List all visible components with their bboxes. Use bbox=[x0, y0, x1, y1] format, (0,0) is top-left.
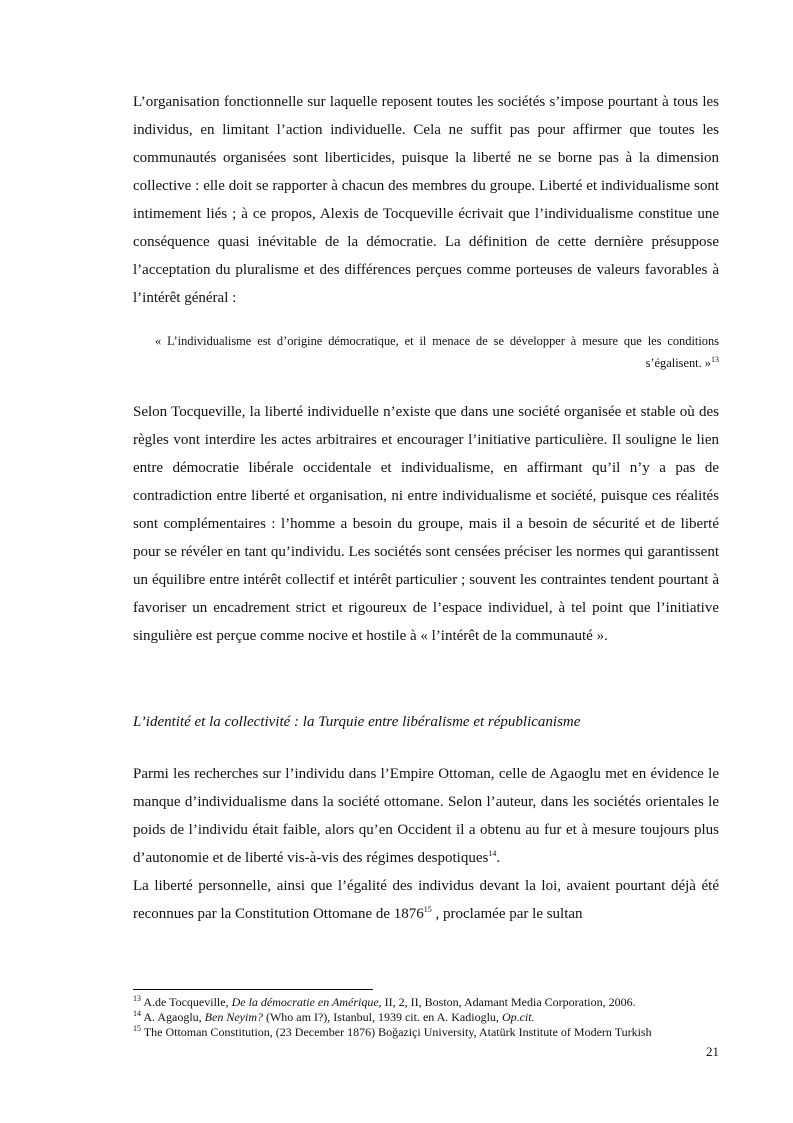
paragraph-3-text: Parmi les recherches sur l’individu dans l’Empire Ottoman, celle de Agaoglu met en évidence le manque d’individualisme dans la société ottomane. Selon l’auteur, dans les sociétés orientales le poids de l’individu était faible, alors qu’en Occident il a obtenu au fur et à mesure toujours plus d’autonomie et de liberté vis-à-vis des régimes despotiques bbox=[133, 766, 719, 866]
footnote-separator bbox=[133, 989, 373, 990]
footnote-ref-14[interactable]: 14 bbox=[488, 849, 497, 858]
section-heading: L’identité et la collectivité : la Turquie entre libéralisme et républicanisme bbox=[133, 714, 581, 730]
footnote-title: De la démocratie en Amérique bbox=[231, 995, 379, 1009]
footnote-number: 14 bbox=[133, 1009, 141, 1018]
quote-text: « L’individualisme est d’origine démocratique, et il menace de se développer à mesure que les conditions s’égalisent. » bbox=[155, 334, 719, 370]
paragraph-4 bbox=[133, 872, 719, 928]
footnotes bbox=[133, 995, 723, 1040]
footnote-14 bbox=[133, 1010, 723, 1025]
footnote-title: Ben Neyim? bbox=[204, 1010, 263, 1024]
footnote-text: A. Agaoglu, bbox=[141, 1010, 205, 1024]
block-quote bbox=[155, 330, 719, 374]
footnote-text: The Ottoman Constitution, (23 December 1876) Boğaziçi University, Atatürk Institute of Modern Turkish bbox=[141, 1025, 652, 1039]
footnote-text: A.de Tocqueville, bbox=[141, 995, 232, 1009]
footnote-title: Op.cit. bbox=[501, 1010, 535, 1024]
footnote-ref-15[interactable]: 15 bbox=[423, 905, 432, 914]
footnote-text: (Who am I?), Istanbul, 1939 cit. en A. Kadioglu, bbox=[262, 1010, 502, 1024]
footnote-number: 15 bbox=[133, 1024, 141, 1033]
footnote-ref-13[interactable]: 13 bbox=[711, 354, 719, 364]
paragraph-3 bbox=[133, 760, 719, 872]
footnote-number: 13 bbox=[133, 994, 141, 1003]
paragraph-2: Selon Tocqueville, la liberté individuelle n’existe que dans une société organisée et stable où des règles vont interdire les actes arbitraires et encourager l’initiative particulière. Il souligne le lien entre démocratie libérale occidentale et individualisme, en affirmant qu’il n’y a pas de contradiction entre liberté et organisation, ni entre individualisme et société, puisque ces réalités sont complémentaires : l’homme a besoin du groupe, mais il a besoin de sécurité et de liberté pour se révéler en tant qu’individu. Les sociétés sont censées préciser les normes qui garantissent un équilibre entre intérêt collectif et intérêt particulier ; souvent les contraintes tendent pourtant à favoriser un encadrement strict et rigoureux de l’espace individuel, à tel point que l’initiative singulière est perçue comme nocive et hostile à « l’intérêt de la communauté ». bbox=[133, 404, 719, 644]
footnote-15 bbox=[133, 1025, 723, 1040]
paragraph-4-continued: , proclamée par le sultan bbox=[431, 906, 583, 922]
footnote-13 bbox=[133, 995, 723, 1010]
paragraph-3-end: . bbox=[496, 850, 501, 866]
paragraph-4-text: La liberté personnelle, ainsi que l’égalité des individus devant la loi, avaient pourtant déjà été reconnues par la Constitution Ottomane de 1876 bbox=[133, 878, 719, 922]
paragraph-1: L’organisation fonctionnelle sur laquelle reposent toutes les sociétés s’impose pourtant à tous les individus, en limitant l’action individuelle. Cela ne suffit pas pour affirmer que toutes les communautés organisées sont liberticides, puisque la liberté ne se borne pas à la dimension collective : elle doit se rapporter à chacun des membres du groupe. Liberté et individualisme sont intimement liés ; à ce propos, Alexis de Tocqueville écrivait que l’individualisme constitue une conséquence quasi inévitable de la démocratie. La définition de cette dernière présuppose l’acceptation du pluralisme et des différences perçues comme porteuses de valeurs favorables à l’intérêt général : bbox=[133, 94, 719, 306]
page-body bbox=[133, 88, 719, 928]
page-number: 21 bbox=[706, 1044, 719, 1059]
footnote-text: , II, 2, II, Boston, Adamant Media Corporation, 2006. bbox=[378, 995, 636, 1009]
